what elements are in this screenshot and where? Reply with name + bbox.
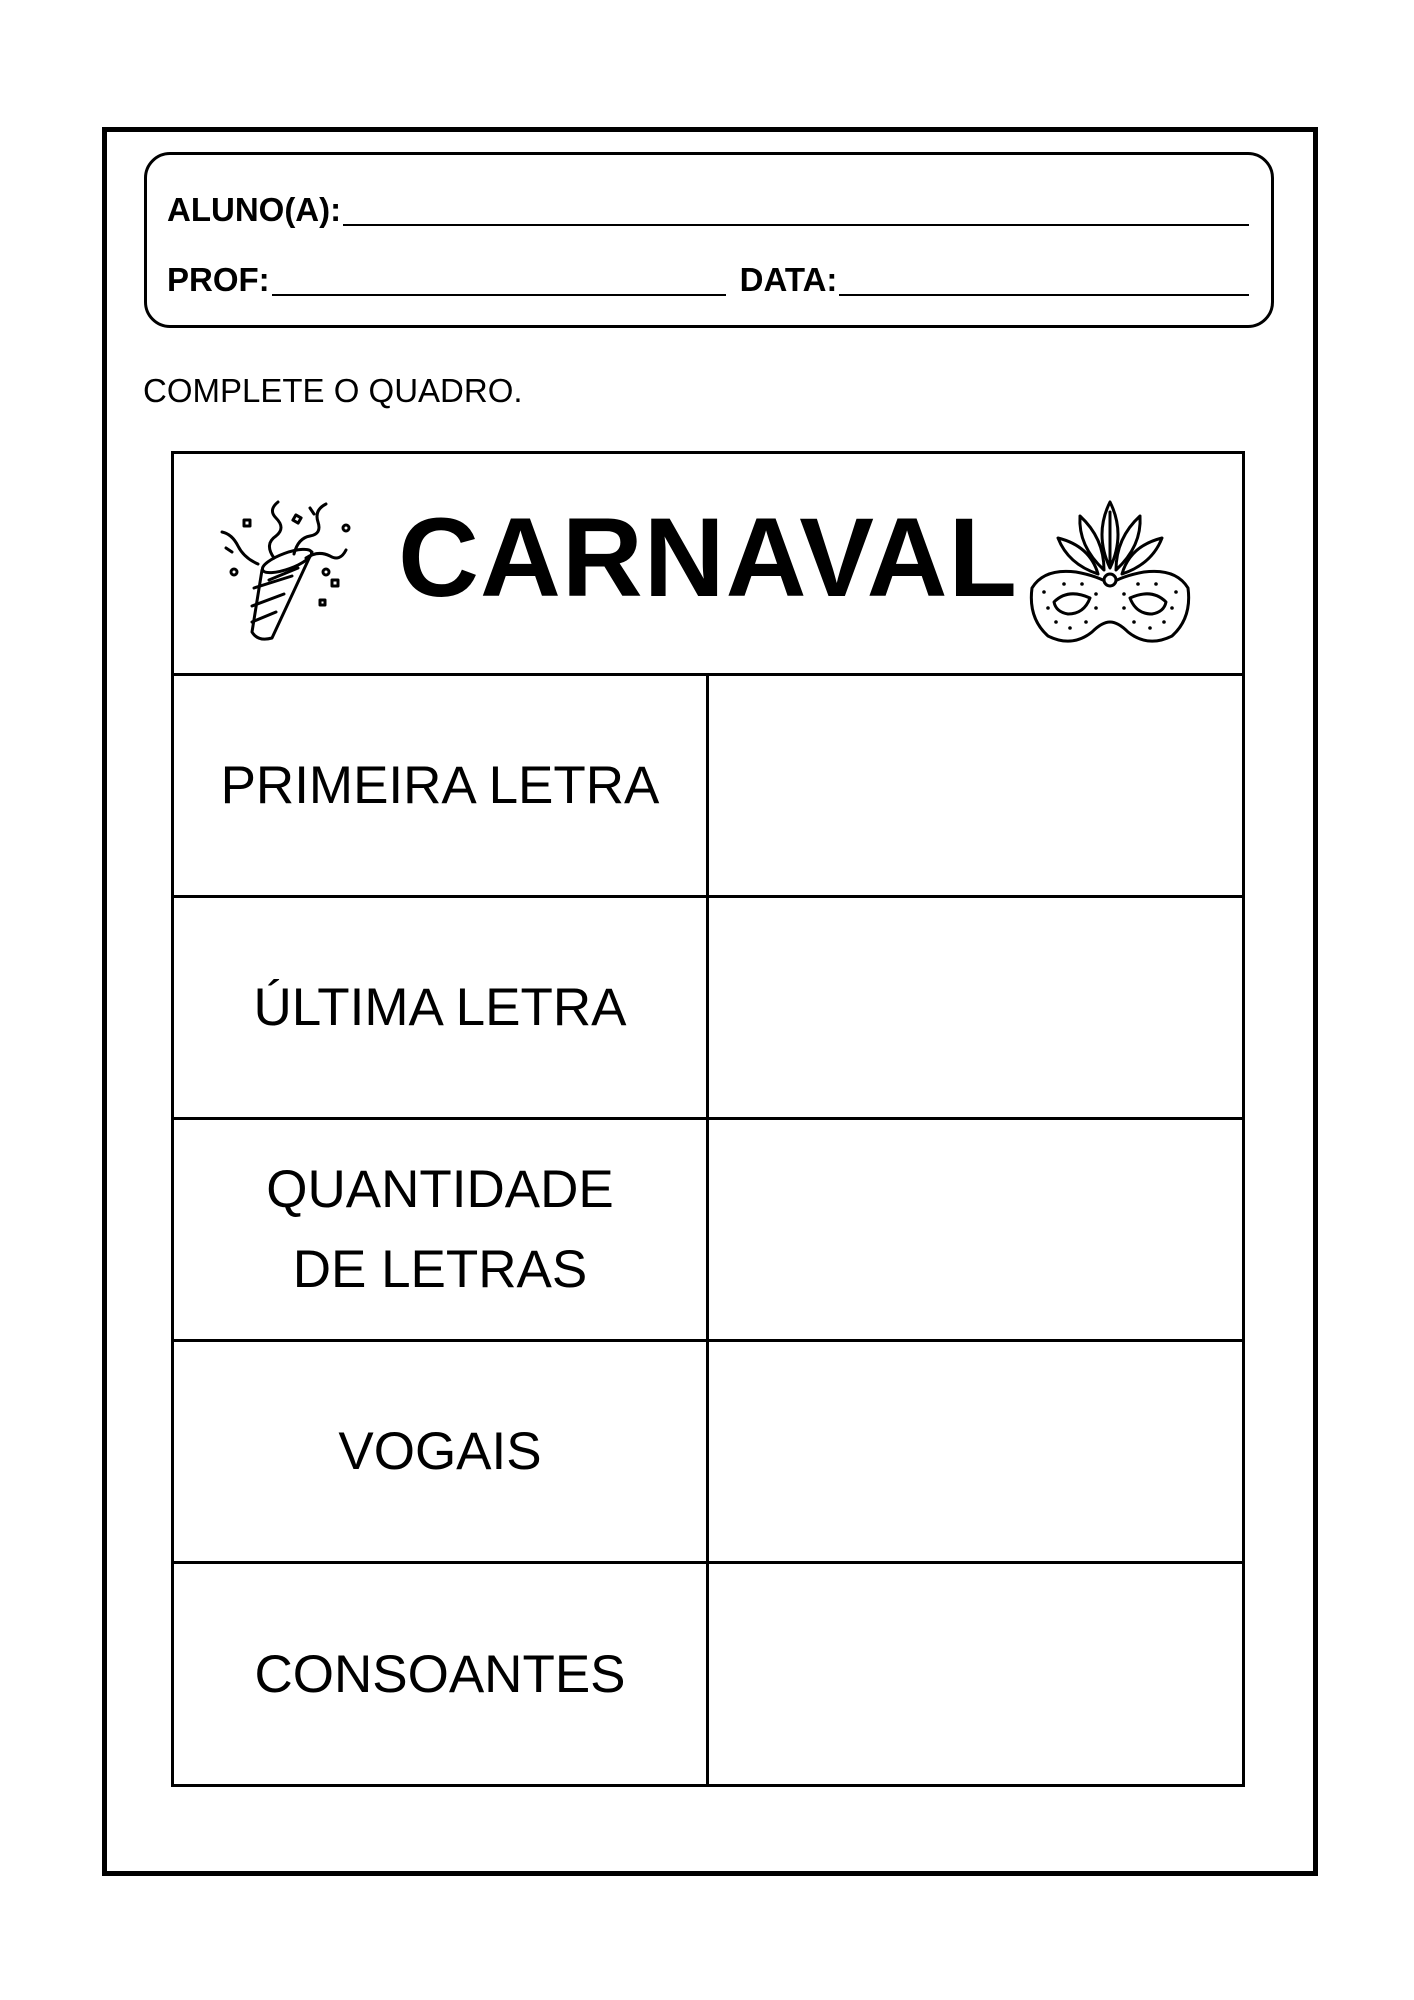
row-label-vogais: VOGAIS — [174, 1342, 709, 1561]
student-header — [144, 152, 1274, 328]
aluno-field[interactable] — [343, 194, 1249, 226]
answer-cell[interactable] — [709, 676, 1242, 895]
prof-field[interactable] — [272, 264, 726, 296]
data-field[interactable] — [839, 264, 1249, 296]
table-row — [174, 1342, 1242, 1564]
row-label-quantidade-de-letras: QUANTIDADE DE LETRAS — [174, 1120, 709, 1339]
row-label-primeira-letra: PRIMEIRA LETRA — [174, 676, 709, 895]
answer-cell[interactable] — [709, 1564, 1242, 1786]
prof-label: PROF: — [167, 261, 270, 298]
instruction-text: COMPLETE O QUADRO. — [143, 372, 523, 409]
table-row — [174, 1564, 1242, 1786]
aluno-row — [167, 193, 1249, 226]
table-row — [174, 1120, 1242, 1342]
carnival-mask-icon — [1024, 498, 1196, 648]
title-cell — [174, 454, 1242, 676]
row-label-consoantes: CONSOANTES — [174, 1564, 709, 1786]
row-label-ultima-letra: ÚLTIMA LETRA — [174, 898, 709, 1117]
aluno-label: ALUNO(A): — [167, 191, 342, 228]
table-row — [174, 676, 1242, 898]
answer-cell[interactable] — [709, 898, 1242, 1117]
data-label: DATA: — [739, 261, 838, 298]
table-row — [174, 898, 1242, 1120]
prof-data-row — [167, 263, 1249, 296]
answer-cell[interactable] — [709, 1342, 1242, 1561]
quadro-table — [171, 451, 1245, 1787]
answer-cell[interactable] — [709, 1120, 1242, 1339]
activity-title: CARNAVAL — [398, 495, 1018, 620]
